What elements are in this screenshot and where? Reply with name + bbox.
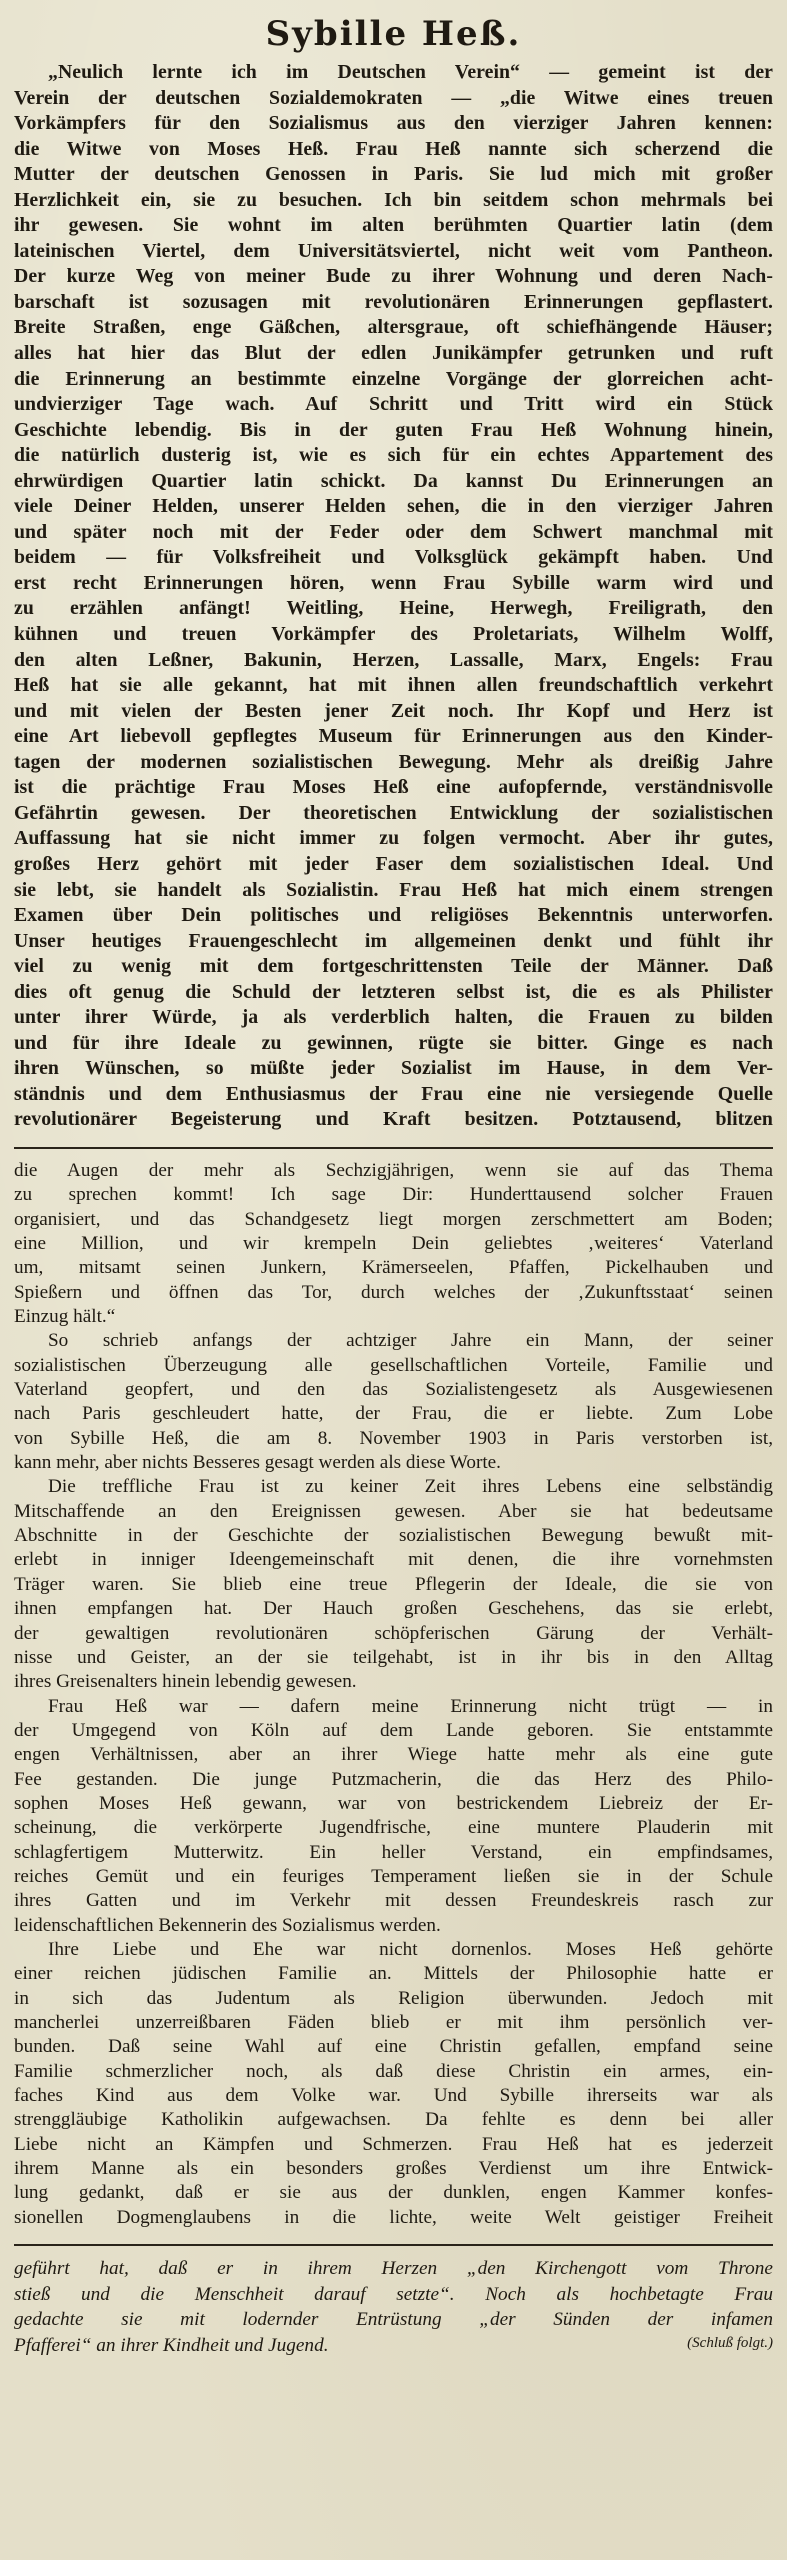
text-line: den alten Leßner, Bakunin, Herzen, Lassalle, Marx, Engels: Frau — [14, 648, 773, 671]
text-line: der Umgegend von Köln auf dem Lande geboren. Sie entstammte — [14, 1719, 773, 1741]
text-line: kühnen und treuen Vorkämpfer des Proletariats, Wilhelm Wolff, — [14, 623, 773, 646]
text-line: Unser heutiges Frauengeschlecht im allgemeinen denkt und fühlt ihr — [14, 929, 773, 952]
text-line: Breite Straßen, enge Gäßchen, altersgraue, oft schiefhängende Häuser; — [14, 316, 773, 339]
text-line: scheinung, die verkörperte Jugendfrische, eine muntere Plauderin mit — [14, 1817, 773, 1839]
text-line: Mutter der deutschen Genossen in Paris. Sie lud mich mit großer — [14, 163, 773, 186]
text-line: strenggläubige Katholikin aufgewachsen. Da fehlte es denn bei aller — [14, 2109, 773, 2131]
paragraph-liebe-und-ehe — [14, 1938, 773, 2230]
text-line: Abschnitte in der Geschichte der sozialistischen Bewegung bewußt mit- — [14, 1525, 773, 1547]
text-line: schlagfertigem Mutterwitz. Ein heller Verstand, ein empfindsames, — [14, 1841, 773, 1863]
text-line: ihren Wünschen, so müßte jeder Sozialist im Hause, in dem Ver- — [14, 1057, 773, 1080]
text-line: ihrem Manne als ein besonders großes Verdienst um ihre Entwick- — [14, 2158, 773, 2180]
text-line: Gefährtin gewesen. Der theoretischen Entwicklung der sozialistischen — [14, 801, 773, 824]
text-line: Verein der deutschen Sozialdemokraten — „die Witwe eines treuen — [14, 86, 773, 109]
text-line: sie lebt, sie handelt als Sozialistin. Frau Heß hat mich einem strengen — [14, 878, 773, 901]
text-line: Auffassung hat sie nicht immer zu folgen vermocht. Aber ihr gutes, — [14, 827, 773, 850]
text-line: barschaft ist sozusagen mit revolutionären Erinnerungen gepflastert. — [14, 290, 773, 313]
text-line: großes Herz gehört mit jeder Faser dem sozialistischen Ideal. Und — [14, 852, 773, 875]
text-line: eine Million, und wir krempeln Dein geliebtes ‚weiteres‘ Vaterland — [14, 1233, 773, 1254]
text-line: um, mitsamt seinen Junkern, Krämerseelen, Pfaffen, Pickelhauben und — [14, 1257, 773, 1279]
text-line: ist die prächtige Frau Moses Heß eine aufopfernde, verständnisvolle — [14, 776, 773, 799]
text-line: alles hat hier das Blut der edlen Junikämpfer getrunken und ruft — [14, 342, 773, 365]
text-line: Pfafferei“ an ihrer Kindheit und Jugend. (Schluß folgt.) — [14, 2333, 773, 2359]
text-line: Mitschaffende an den Ereignissen gewesen. Aber sie hat bedeutsame — [14, 1500, 773, 1522]
text-line: stieß und die Menschheit darauf setzte“. Noch als hochbetagte Frau — [14, 2283, 773, 2305]
text-line: beidem — für Volksfreiheit und Volksglück gekämpft haben. Und — [14, 546, 773, 569]
text-line: Fee gestanden. Die junge Putzmacherin, die das Herz des Philo- — [14, 1768, 773, 1790]
text-line: die Witwe von Moses Heß. Frau Heß nannte sich scherzend die — [14, 137, 773, 160]
text-line: Herzlichkeit ein, sie zu besuchen. Ich bin seitdem schon mehrmals bei — [14, 188, 773, 211]
text-line: sionellen Dogmenglaubens in die lichte, weite Welt geistiger Freiheit — [14, 2206, 773, 2228]
text-line: geführt hat, daß er in ihrem Herzen „den Kirchengott vom Throne — [14, 2258, 773, 2280]
text-line: Ihre Liebe und Ehe war nicht dornenlos. Moses Heß gehörte — [48, 1938, 773, 1960]
text-line: ständnis und dem Enthusiasmus der Frau eine nie versiegende Quelle — [14, 1082, 773, 1105]
text-line: lung gedankt, daß er sie aus der dunklen, engen Kammer konfes- — [14, 2182, 773, 2204]
text-line: die natürlich dusterig ist, wie es sich für ein echtes Appartement des — [14, 444, 773, 467]
column-divider-rule-2 — [14, 2244, 773, 2246]
text-line: Die treffliche Frau ist zu keiner Zeit ihres Lebens eine selbständig — [48, 1476, 773, 1498]
text-line: sozialistischen Überzeugung alle gesellschaftlichen Vorteile, Familie und — [14, 1354, 773, 1376]
text-line: in sich das Judentum als Religion überwunden. Jedoch mit — [14, 1987, 773, 2009]
text-line: leidenschaftlichen Bekennerin des Sozialismus werden. — [14, 1914, 441, 1936]
text-line: von Sybille Heß, die am 8. November 1903 in Paris verstorben ist, — [14, 1427, 773, 1449]
text-line: die Augen der mehr als Sechzigjährigen, wenn sie auf das Thema — [14, 1159, 773, 1181]
text-line: engen Verhältnissen, aber an ihrer Wiege hatte mehr als eine gute — [14, 1744, 773, 1766]
text-line: Geschichte lebendig. Bis in der guten Frau Heß Wohnung hinein, — [14, 418, 773, 441]
text-line: organisiert, und das Schandgesetz liegt morgen zerschmettert am Boden; — [14, 1208, 773, 1230]
article-section-1 — [14, 60, 773, 1133]
text-line: viel zu wenig mit dem fortgeschrittensten Teile der Männer. Daß — [14, 955, 773, 978]
text-line: gedachte sie mit lodernder Entrüstung „der Sünden der infamen — [14, 2309, 773, 2331]
column-divider-rule — [14, 1147, 773, 1149]
text-line: revolutionärer Begeisterung und Kraft besitzen. Potztausend, blitzen — [14, 1108, 773, 1131]
text-line: tagen der modernen sozialistischen Bewegung. Mehr als dreißig Jahre — [14, 750, 773, 773]
text-line: Vorkämpfers für den Sozialismus aus den vierziger Jahren kennen: — [14, 112, 773, 135]
text-line: ehrwürdigen Quartier latin schickt. Da kannst Du Erinnerungen an — [14, 469, 773, 492]
text-line: Familie schmerzlicher noch, als daß diese Christin ein armes, ein- — [14, 2060, 773, 2082]
text-line: Examen über Dein politisches und religiöses Bekenntnis unterworfen. — [14, 904, 773, 927]
text-line: erst recht Erinnerungen hören, wenn Frau Sybille warm wird und — [14, 571, 773, 594]
text-line: erlebt in inniger Ideengemeinschaft mit denen, die ihre vornehmsten — [14, 1549, 773, 1571]
text-line: und für ihre Ideale zu gewinnen, rügte sie bitter. Ginge es nach — [14, 1031, 773, 1054]
paragraph-quote-end — [14, 1159, 773, 1329]
text-line: Träger waren. Sie blieb eine treue Pflegerin der Ideale, die sie von — [14, 1573, 773, 1595]
text-line: nisse und Geister, an der sie teilgehabt, ist in ihr bis in den Alltag — [14, 1646, 773, 1668]
article-section-2 — [14, 1159, 773, 2230]
text-line: Vaterland geopfert, und den das Sozialistengesetz als Ausgewiesenen — [14, 1379, 773, 1401]
text-line: die Erinnerung an bestimmte einzelne Vorgänge der glorreichen acht- — [14, 367, 773, 390]
paragraph-treffliche-frau — [14, 1475, 773, 1694]
text-line: viele Deiner Helden, unserer Helden sehen, die in den vierziger Jahren — [14, 495, 773, 518]
text-line: Liebe nicht an Kämpfen und Schmerzen. Frau Heß hat es jederzeit — [14, 2133, 773, 2155]
text-line: kann mehr, aber nichts Besseres gesagt werden als diese Worte. — [14, 1452, 501, 1474]
text-line: reiches Gemüt und ein feuriges Temperament ließen sie in der Schule — [14, 1865, 773, 1887]
text-line: Der kurze Weg von meiner Bude zu ihrer Wohnung und deren Nach- — [14, 265, 773, 288]
article-section-3 — [14, 2256, 773, 2358]
article-title: Sybille Heß. — [265, 14, 522, 54]
text-line: Spießern und öffnen das Tor, durch welches der ‚Zukunftsstaat‘ seinen — [14, 1281, 773, 1303]
text-line: ihr gewesen. Sie wohnt im alten berühmten Quartier latin (dem — [14, 214, 773, 237]
text-line: zu sprechen kommt! Ich sage Dir: Hunderttausend solcher Frauen — [14, 1184, 773, 1206]
text-line: unter ihrer Würde, ja als verderblich halten, die Frauen zu bilden — [14, 1006, 773, 1029]
text-line: einer reichen jüdischen Familie an. Mittels der Philosophie hatte er — [14, 1963, 773, 1985]
continuation-note: (Schluß folgt.) — [687, 2334, 773, 2351]
text-line: mancherlei unzerreißbaren Fäden blieb er mit ihm persönlich ver- — [14, 2012, 773, 2033]
text-line: und mit vielen der Besten jener Zeit noch. Ihr Kopf und Herz ist — [14, 699, 773, 722]
text-line: So schrieb anfangs der achtziger Jahre ein Mann, der seiner — [48, 1330, 773, 1352]
text-line: bunden. Daß seine Wahl auf eine Christin gefallen, empfand seine — [14, 2036, 773, 2058]
text-line: undvierziger Tage wach. Auf Schritt und Tritt wird ein Stück — [14, 393, 773, 416]
text-line: ihnen empfangen hat. Der Hauch großen Geschehens, das sie erlebt, — [14, 1598, 773, 1620]
text-line: und später noch mit der Feder oder dem Schwert manchmal mit — [14, 520, 773, 543]
text-line: der gewaltigen revolutionären schöpferischen Gärung der Verhält- — [14, 1622, 773, 1644]
text-line: „Neulich lernte ich im Deutschen Verein“ — gemeint ist der — [48, 61, 773, 83]
paragraph-so-schrieb — [14, 1329, 773, 1475]
paragraph-frau-hess-war — [14, 1695, 773, 1938]
text-line: nach Paris geschleudert hatte, der Frau, die er liebte. Zum Lobe — [14, 1403, 773, 1425]
text-line: dies oft genug die Schuld der letzteren selbst ist, die es als Philister — [14, 980, 773, 1003]
text-line: Heß hat sie alle gekannt, hat mit ihnen allen freundschaftlich verkehrt — [14, 674, 773, 697]
text-line: faches Kind aus dem Volke war. Und Sybille ihrerseits war als — [14, 2085, 773, 2107]
text-line: zu erzählen anfängt! Weitling, Heine, Herwegh, Freiligrath, den — [14, 597, 773, 620]
text-line: ihres Gatten und im Verkehr mit dessen Freundeskreis rasch zur — [14, 1890, 773, 1912]
text-line: Frau Heß war — dafern meine Erinnerung nicht trügt — in — [48, 1695, 773, 1717]
text-line: lateinischen Viertel, dem Universitätsviertel, nicht weit vom Pantheon. — [14, 239, 773, 262]
text-line: ihres Greisenalters hinein lebendig gewesen. — [14, 1671, 357, 1693]
text-line: eine Art liebevoll gepflegtes Museum für Erinnerungen aus den Kinder- — [14, 725, 773, 748]
text-line: Einzug hält.“ — [14, 1306, 116, 1328]
text-line: sophen Moses Heß gewann, war von bestrickendem Liebreiz der Er- — [14, 1792, 773, 1814]
